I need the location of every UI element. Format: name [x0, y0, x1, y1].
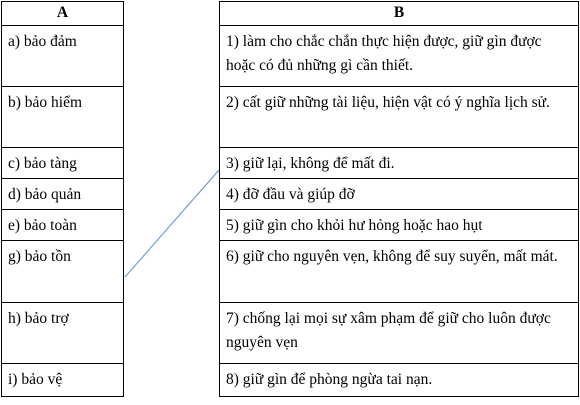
column-b-item: 1) làm cho chắc chắn thực hiện được, giữ gìn được hoặc có đủ những gì cần thiết.	[220, 26, 579, 87]
column-a-item: b) bảo hiểm	[2, 87, 124, 148]
column-b-item: 2) cất giữ những tài liệu, hiện vật có ý nghĩa lịch sử.	[220, 87, 579, 148]
column-a-item: c) bảo tàng	[2, 148, 124, 179]
column-b-header: B	[220, 2, 579, 26]
column-a-item: a) bảo đảm	[2, 26, 124, 87]
column-a-item: d) bảo quản	[2, 179, 124, 210]
column-b-item: 6) giữ cho nguyên vẹn, không để suy suyển, mất mát.	[220, 241, 579, 303]
column-b-item: 7) chống lại mọi sự xâm phạm để giữ cho luôn được nguyên vẹn	[220, 303, 579, 364]
column-a-header: A	[2, 2, 124, 26]
column-b-item: 8) giữ gìn để phòng ngừa tai nạn.	[220, 364, 579, 397]
column-a-item: h) bảo trợ	[2, 303, 124, 364]
column-a-item: e) bảo toàn	[2, 210, 124, 241]
column-b-item: 5) giữ gìn cho khỏi hư hỏng hoặc hao hụt	[220, 210, 579, 241]
connector-line	[125, 170, 219, 277]
column-b-item: 4) đỡ đầu và giúp đỡ	[220, 179, 579, 210]
column-b-item: 3) giữ lại, không để mất đi.	[220, 148, 579, 179]
column-a-item: g) bảo tồn	[2, 241, 124, 303]
column-a-item: i) bảo vệ	[2, 364, 124, 397]
